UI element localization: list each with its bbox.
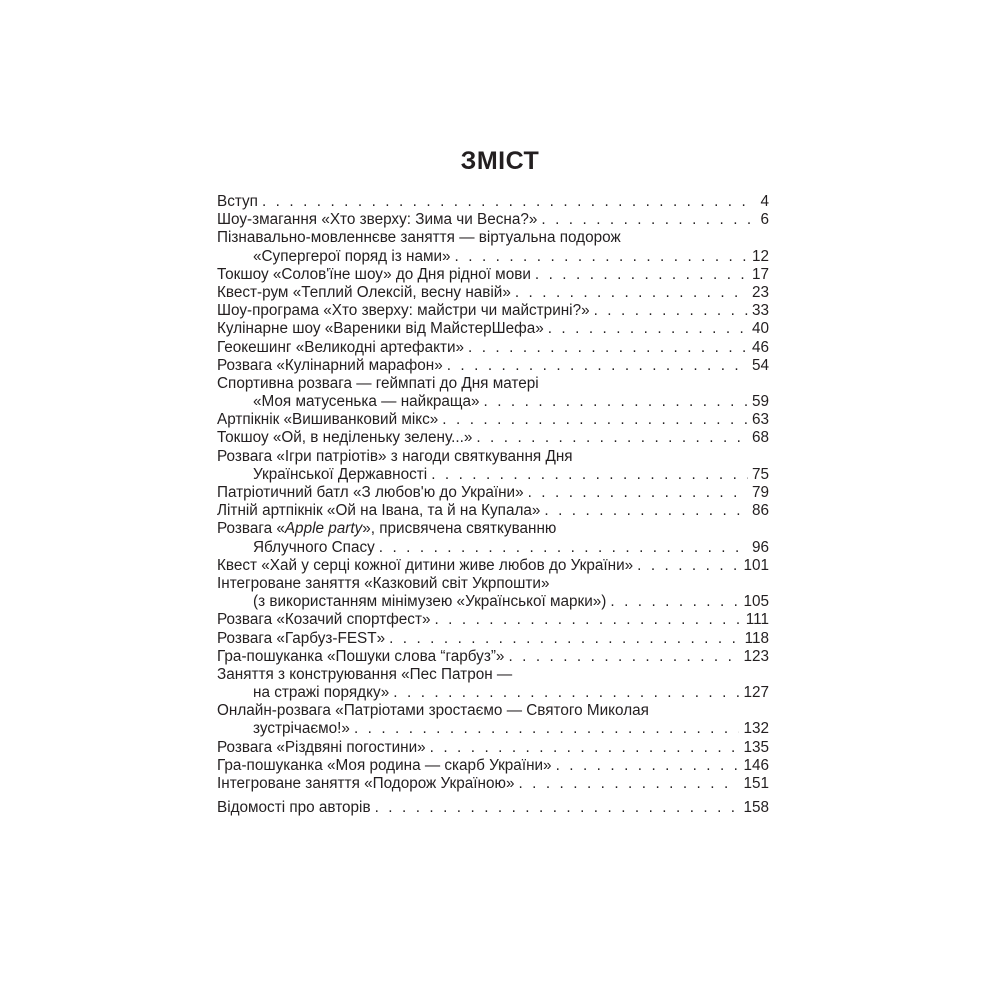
toc-entry: [217, 799, 769, 817]
dot-leader: [468, 339, 748, 357]
toc-page-number: 17: [751, 265, 769, 283]
dot-leader: [354, 720, 740, 738]
toc-page-number: 63: [751, 411, 769, 429]
page-title: ЗМІСТ: [460, 147, 540, 175]
toc-entry-line: [217, 248, 769, 266]
toc-page-number: 101: [743, 556, 769, 574]
toc-entry: [217, 211, 769, 229]
toc-entry-title: Шоу-програма «Хто зверху: майстри чи майстрині?»: [217, 302, 590, 320]
toc-entry: [217, 666, 769, 702]
toc-page-number: 146: [743, 756, 769, 774]
dot-leader: [508, 648, 739, 666]
toc-entry-title: Розвага «Кулінарний марафон»: [217, 356, 443, 374]
toc-entry-title: (з використанням мінімузею «Української марки»): [253, 593, 607, 611]
toc-page-number: 132: [743, 720, 769, 738]
toc-entry-line: [217, 320, 769, 338]
toc-entry-line: [217, 739, 769, 757]
dot-leader: [431, 466, 748, 484]
toc-entry-title: зустрічаємо!»: [253, 720, 350, 738]
dot-leader: [442, 411, 748, 429]
toc-entry-title: Пізнавально-мовленнєве заняття — віртуальна подорож: [217, 229, 621, 247]
toc-entry: [217, 429, 769, 447]
toc-page-number: 158: [743, 799, 769, 817]
dot-leader: [541, 211, 756, 229]
toc-entry: [217, 193, 769, 211]
toc-entry-line: [217, 702, 769, 720]
toc-entry-title: Гра-пошуканка «Пошуки слова “гарбуз”»: [217, 647, 505, 665]
toc-page-number: 12: [751, 247, 769, 265]
toc-entry-title: «Супергерої поряд із нами»: [253, 247, 451, 265]
toc-entry-title: Літній артпікнік «Ой на Івана, та й на Купала»: [217, 502, 541, 520]
toc-entry-title: Гра-пошуканка «Моя родина — скарб України»: [217, 756, 552, 774]
dot-leader: [393, 684, 739, 702]
toc-entry-title: Спортивна розвага — геймпаті до Дня матері: [217, 374, 539, 392]
toc-page-number: 40: [751, 320, 769, 338]
toc-entry-title: Розвага «Гарбуз-FEST»: [217, 629, 386, 647]
toc-page-number: 151: [743, 775, 769, 792]
toc-entry-line: [217, 630, 769, 648]
toc-page-number: 123: [743, 647, 769, 665]
toc-page-number: 96: [751, 538, 769, 556]
toc-entry-line: [217, 429, 769, 447]
toc-entry-title: Патріотичний батл «З любов'ю до України»: [217, 484, 524, 501]
toc-entry: [217, 557, 769, 575]
dot-leader: [535, 266, 748, 284]
toc-entry-title: Розвага «Різдвяні погостини»: [217, 738, 426, 756]
dot-leader: [434, 611, 741, 629]
toc-entry-title: Заняття з конструювання «Пес Патрон —: [217, 665, 513, 683]
dot-leader: [528, 484, 748, 502]
toc-entry: [217, 702, 769, 738]
toc-entry-line: [217, 266, 769, 284]
toc-entry-line: [217, 575, 769, 593]
toc-entry-title: Шоу-змагання «Хто зверху: Зима чи Весна?»: [217, 211, 538, 229]
dot-leader: [515, 284, 748, 302]
toc-entry: [217, 284, 769, 302]
toc-entry: [217, 229, 769, 265]
dot-leader: [389, 630, 741, 648]
dot-leader: [548, 320, 748, 338]
toc-page-number: 135: [743, 738, 769, 756]
toc-page-number: 86: [751, 502, 769, 520]
toc-entry: [217, 611, 769, 629]
toc-entry-title: Інтегроване заняття «Подорож Україною»: [217, 775, 515, 792]
toc-entry-line: [217, 757, 769, 775]
toc-entry-line: [217, 339, 769, 357]
toc-entry: [217, 266, 769, 284]
toc-entry-line: [217, 611, 769, 629]
toc-entry-title: Токшоу «Ой, в неділеньку зелену...»: [217, 429, 473, 447]
dot-leader: [379, 539, 748, 557]
toc-entry-title: Онлайн-розвага «Патріотами зростаємо — Святого Миколая: [217, 702, 649, 720]
toc-entry-title: Розвага «Козачий спортфест»: [217, 611, 431, 629]
toc-entry: [217, 575, 769, 611]
toc-page-number: 127: [743, 684, 769, 702]
toc-entry-line: [217, 302, 769, 320]
toc-entry-line: [217, 466, 769, 484]
toc-page-number: 75: [751, 465, 769, 483]
toc-entry-title: Кулінарне шоу «Вареники від МайстерШефа»: [217, 320, 544, 338]
toc-page-number: 105: [743, 593, 769, 611]
dot-leader: [375, 799, 740, 817]
toc-page-number: 54: [751, 356, 769, 374]
dot-leader: [476, 429, 748, 447]
toc-page-number: 46: [751, 338, 769, 356]
toc-entry-line: [217, 375, 769, 393]
dot-leader: [518, 775, 739, 793]
dot-leader: [484, 393, 748, 411]
dot-leader: [556, 757, 740, 775]
toc-entry-line: [217, 393, 769, 411]
toc-entry-title: Квест «Хай у серці кожної дитини живе любов до України»: [217, 556, 634, 574]
toc-entry: [217, 648, 769, 666]
toc-entry-line: [217, 193, 769, 211]
toc-entry-line: [217, 557, 769, 575]
toc-entry-title: Артпікнік «Вишиванковий мікс»: [217, 411, 439, 429]
toc-entry: [217, 502, 769, 520]
toc-entry-title: Розвага «Apple party», присвячена святкуванню: [217, 520, 557, 538]
toc-entry: [217, 739, 769, 757]
toc-page-number: 33: [751, 302, 769, 320]
toc-entry-title: на стражі порядку»: [253, 684, 390, 702]
toc-entry-title: Геокешинг «Великодні артефакти»: [217, 338, 465, 356]
toc-page-number: 59: [751, 393, 769, 411]
toc-entry-title: Яблучного Спасу: [253, 538, 375, 556]
dot-leader: [610, 593, 739, 611]
toc-entry-line: [217, 648, 769, 666]
toc-entry: [217, 448, 769, 484]
toc-page-number: 118: [744, 629, 769, 647]
toc-entry: [217, 630, 769, 648]
toc-entry-line: [217, 229, 769, 247]
toc-entry-line: [217, 720, 769, 738]
toc-entry-line: [217, 448, 769, 466]
toc-entry-line: [217, 484, 769, 502]
toc-entry-title: Вступ: [217, 193, 258, 210]
toc-entry-line: [217, 357, 769, 375]
toc-entry: [217, 757, 769, 775]
table-of-contents: [217, 193, 769, 817]
toc-entry-line: [217, 411, 769, 429]
toc-entry-line: [217, 666, 769, 684]
dot-leader: [430, 739, 740, 757]
dot-leader: [637, 557, 739, 575]
toc-entry-line: [217, 775, 769, 793]
toc-page-number: 68: [751, 429, 769, 447]
toc-entry-title: Розвага «Ігри патріотів» з нагоди святкування Дня: [217, 447, 573, 465]
toc-entry: [217, 357, 769, 375]
dot-leader: [594, 302, 748, 320]
toc-entry-title: Відомості про авторів: [217, 799, 371, 817]
toc-entry-line: [217, 211, 769, 229]
toc-entry: [217, 775, 769, 793]
toc-entry-line: [217, 799, 769, 817]
toc-page-number: 23: [751, 283, 769, 301]
dot-leader: [447, 357, 748, 375]
toc-entry: [217, 302, 769, 320]
toc-entry: [217, 339, 769, 357]
toc-entry-title: Токшоу «Солов'їне шоу» до Дня рідної мови: [217, 265, 531, 283]
toc-page-number: 79: [751, 484, 769, 501]
toc-entry: [217, 484, 769, 502]
dot-leader: [262, 193, 757, 211]
toc-entry-title: Інтегроване заняття «Казковий світ Укрпошти»: [217, 574, 550, 592]
toc-entry-line: [217, 684, 769, 702]
dot-leader: [455, 248, 748, 266]
toc-page-number: 111: [745, 611, 769, 629]
toc-entry-line: [217, 520, 769, 538]
dot-leader: [544, 502, 748, 520]
toc-page-number: 6: [760, 211, 769, 229]
toc-entry-title: «Моя матусенька — найкраща»: [253, 393, 480, 411]
toc-entry: [217, 375, 769, 411]
toc-entry-line: [217, 284, 769, 302]
toc-entry-title: Квест-рум «Теплий Олексій, весну навій»: [217, 283, 511, 301]
toc-entry-title: Української Державності: [253, 465, 428, 483]
toc-entry-line: [217, 502, 769, 520]
toc-entry: [217, 320, 769, 338]
toc-entry-line: [217, 593, 769, 611]
toc-entry: [217, 411, 769, 429]
toc-entry: [217, 520, 769, 556]
toc-entry-line: [217, 539, 769, 557]
toc-page-number: 4: [760, 193, 769, 210]
